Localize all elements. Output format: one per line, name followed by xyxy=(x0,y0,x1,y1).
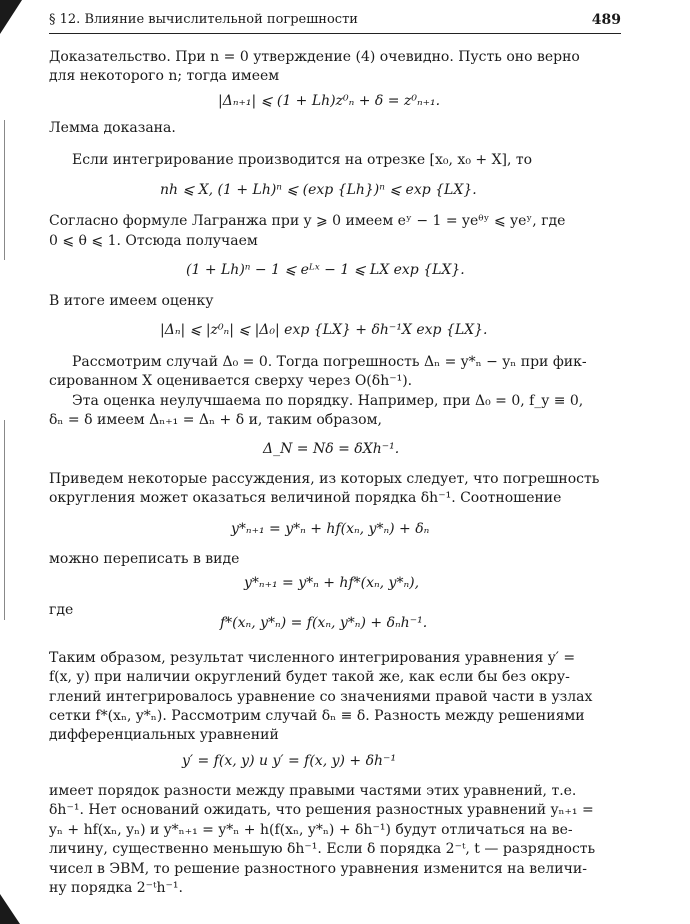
text-line: Согласно формуле Лагранжа при y ⩾ 0 имеем eʸ − 1 = yeᶿʸ ⩽ yeʸ, где xyxy=(49,213,566,229)
text-line: Таким образом, результат численного интегрирования уравнения y′ = xyxy=(49,650,576,666)
display-formula: f*(xₙ, y*ₙ) = f(xₙ, y*ₙ) + δₙh⁻¹. xyxy=(220,615,428,631)
text-line: В итоге имеем оценку xyxy=(49,293,214,309)
text-line: Доказательство. При n = 0 утверждение (4) очевидно. Пусть оно верно xyxy=(49,49,580,65)
scan-corner-bottom-left xyxy=(0,894,20,924)
scan-edge-mark xyxy=(4,420,5,620)
text-line: сетки f*(xₙ, y*ₙ). Рассмотрим случай δₙ ≡ δ. Разность между решениями xyxy=(49,708,585,724)
page-number: 489 xyxy=(591,12,621,28)
text-line: можно переписать в виде xyxy=(49,551,240,567)
text-line: сированном X оценивается сверху через O(δh⁻¹). xyxy=(49,373,413,389)
text-line: Рассмотрим случай Δ₀ = 0. Тогда погрешность Δₙ = y*ₙ − yₙ при фик- xyxy=(72,354,587,370)
text-line: личину, существенно меньшую δh⁻¹. Если δ порядка 2⁻ᵗ, t — разрядность xyxy=(49,841,596,857)
scan-edge-mark xyxy=(4,120,5,260)
display-formula: (1 + Lh)ⁿ − 1 ⩽ eᴸˣ − 1 ⩽ LX exp {LX}. xyxy=(186,262,465,278)
display-formula: y*ₙ₊₁ = y*ₙ + hf(xₙ, y*ₙ) + δₙ xyxy=(231,521,430,537)
text-line: δh⁻¹. Нет оснований ожидать, что решения разностных уравнений yₙ₊₁ = xyxy=(49,802,594,818)
text-line: имеет порядок разности между правыми частями этих уравнений, т.е. xyxy=(49,783,577,799)
text-line: глений интегрировалось уравнение со значениями правой части в узлах xyxy=(49,689,593,705)
display-formula: nh ⩽ X, (1 + Lh)ⁿ ⩽ (exp {Lh})ⁿ ⩽ exp {LX}. xyxy=(160,182,477,198)
text-line: где xyxy=(49,602,74,618)
display-formula: y*ₙ₊₁ = y*ₙ + hf*(xₙ, y*ₙ), xyxy=(244,575,420,591)
header-rule xyxy=(49,33,621,34)
text-line: Лемма доказана. xyxy=(49,120,176,136)
text-line: чисел в ЭВМ, то решение разностного уравнения изменится на величи- xyxy=(49,861,587,877)
display-formula: |Δₙ| ⩽ |z⁰ₙ| ⩽ |Δ₀| exp {LX} + δh⁻¹X exp {LX}. xyxy=(160,322,488,338)
display-formula: y′ = f(x, y) и y′ = f(x, y) + δh⁻¹ xyxy=(182,753,397,769)
section-title: § 12. Влияние вычислительной погрешности xyxy=(49,12,358,27)
text-line: Эта оценка неулучшаема по порядку. Например, при Δ₀ = 0, f_y ≡ 0, xyxy=(72,393,584,409)
text-line: дифференциальных уравнений xyxy=(49,727,279,743)
text-line: ну порядка 2⁻ᵗh⁻¹. xyxy=(49,880,183,896)
text-line: f(x, y) при наличии округлений будет такой же, как если бы без окру- xyxy=(49,669,570,685)
text-line: Если интегрирование производится на отрезке [x₀, x₀ + X], то xyxy=(72,152,533,168)
text-line: Приведем некоторые рассуждения, из которых следует, что погрешность xyxy=(49,471,600,487)
text-line: для некоторого n; тогда имеем xyxy=(49,68,280,84)
display-formula: Δ_N = Nδ = δXh⁻¹. xyxy=(263,441,400,457)
text-line: 0 ⩽ θ ⩽ 1. Отсюда получаем xyxy=(49,233,258,249)
display-formula: |Δₙ₊₁| ⩽ (1 + Lh)z⁰ₙ + δ = z⁰ₙ₊₁. xyxy=(218,93,441,109)
page-header xyxy=(49,12,621,34)
text-line: округления может оказаться величиной порядка δh⁻¹. Соотношение xyxy=(49,490,562,506)
scan-corner-top-left xyxy=(0,0,22,34)
text-line: yₙ + hf(xₙ, yₙ) и y*ₙ₊₁ = y*ₙ + h(f(xₙ, y*ₙ) + δh⁻¹) будут отличаться на ве- xyxy=(49,822,573,838)
text-line: δₙ = δ имеем Δₙ₊₁ = Δₙ + δ и, таким образом, xyxy=(49,412,382,428)
